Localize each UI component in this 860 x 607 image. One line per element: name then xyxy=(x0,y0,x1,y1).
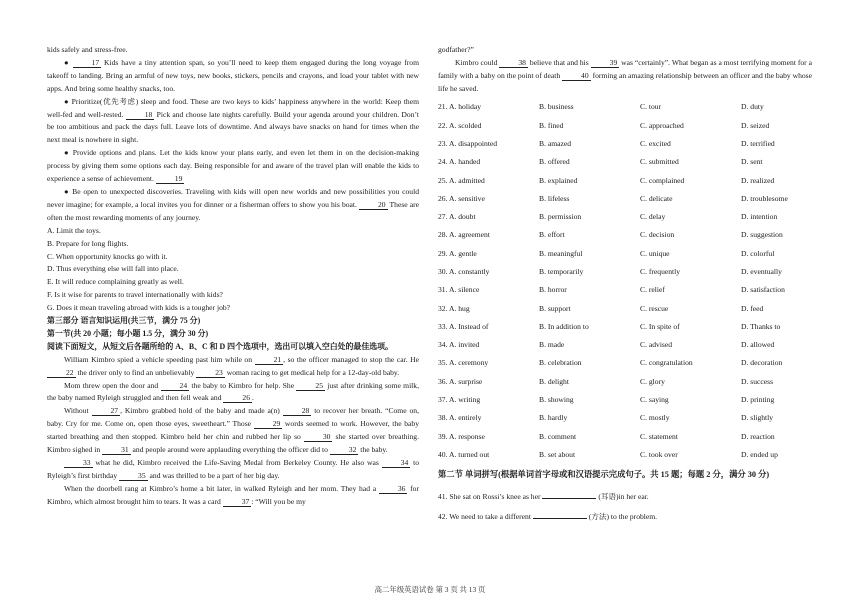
choice-option: D. allowed xyxy=(741,340,775,350)
choice-row xyxy=(438,428,812,446)
choice-option: 34. A. invited xyxy=(438,340,480,350)
paragraph-20 xyxy=(47,186,419,225)
instructions: 阅读下面短文，从短文后各题所给的 A、B、C 和 D 四个选项中，选出可以填入空白处的最佳选项。 xyxy=(47,341,393,351)
choice-option: B. hardly xyxy=(539,413,568,423)
choice-row xyxy=(438,282,812,300)
question-41 xyxy=(438,487,812,507)
option-f: F. Is it wise for parents to travel internationally with kids? xyxy=(47,290,223,300)
passage-text: to recover her breath. “Come on, baby. Cry for me. Come on, open those eyes, sweetheart.” Those xyxy=(47,406,419,429)
passage-paragraph xyxy=(47,380,419,406)
choice-option: B. effort xyxy=(539,230,565,240)
passage-text: what he did, Kimbro received the Life-Saving Medal from Berkeley County. He also was xyxy=(92,458,382,467)
option-d: D. Thus everything else will fall into place. xyxy=(47,264,179,274)
question-text: (耳语)in her ear. xyxy=(598,491,649,501)
choice-row xyxy=(438,318,812,336)
choice-row xyxy=(438,410,812,428)
blank-27: 27 xyxy=(92,406,121,416)
paragraph-text: ● Prioritize(优先考虑) sleep and food. These are two keys to kids’ happiness anywhere in the world: Keep them well-fed and well-rested. xyxy=(47,96,419,119)
choice-option: C. frequently xyxy=(640,266,681,276)
choice-option: D. duty xyxy=(741,102,764,112)
passage-text: believe that and his xyxy=(527,57,591,67)
choice-option: C. excited xyxy=(640,138,671,148)
choice-option: 30. A. constantly xyxy=(438,266,490,276)
passage-text: the driver only to find an unbelievably xyxy=(75,367,197,377)
option-list xyxy=(47,225,419,315)
choice-option: D. reaction xyxy=(741,431,775,441)
choice-row xyxy=(438,263,812,281)
passage-text: the baby. xyxy=(358,445,388,455)
choice-option: C. glory xyxy=(640,376,665,386)
blank-36: 36 xyxy=(379,484,408,494)
passage-text: to Ryleigh’s first birthday xyxy=(47,458,420,480)
choice-grid xyxy=(438,99,812,465)
choice-option: D. terrified xyxy=(741,138,775,148)
question-text: (方法) to the problem. xyxy=(588,511,658,521)
choice-option: C. In spite of xyxy=(640,321,680,331)
paragraph-text: These are often the most rewarding moments of any journey. xyxy=(47,199,419,222)
paragraph-text: ● Be open to unexpected discoveries. Traveling with kids will open new worlds and new possibilities you could never imagine; for example, a local invites you for dinner or a fisherman offers to show you his boat. xyxy=(47,186,419,209)
choice-option: 32. A. hug xyxy=(438,303,470,313)
question-text: 41. She sat on Rossi’s knee as her xyxy=(438,491,543,501)
section-heading: 第一节(共 20 小题；每小题 1.5 分，满分 30 分) xyxy=(47,328,209,338)
option-e: E. It will reduce complaining greatly as well. xyxy=(47,277,184,287)
passage-text: Mom threw open the door and xyxy=(64,380,161,390)
choice-option: C. complained xyxy=(640,175,685,185)
choice-option: 40. A. turned out xyxy=(438,449,490,459)
choice-option: D. colorful xyxy=(741,248,775,258)
choice-option: B. made xyxy=(539,340,565,350)
choice-row xyxy=(438,391,812,409)
choice-option: C. mostly xyxy=(640,413,670,423)
choice-option: 29. A. gentle xyxy=(438,248,477,258)
choice-option: B. celebration xyxy=(539,358,582,368)
choice-option: B. horror xyxy=(539,285,567,295)
choice-option: C. approached xyxy=(640,120,684,130)
passage-paragraph xyxy=(47,405,419,457)
blank-18: 18 xyxy=(126,110,155,120)
choice-option: C. submitted xyxy=(640,157,679,167)
choice-row xyxy=(438,336,812,354)
choice-option: D. seized xyxy=(741,120,770,130)
choice-row xyxy=(438,99,812,117)
choice-option: C. delay xyxy=(640,212,666,222)
passage-text: William Kimbro spied a vehicle speeding past him while on xyxy=(64,354,255,364)
paragraph-17: ● 17 Kids have a tiny attention span, so you’ll need to keep them engaged during the long voyage from takeoff to landing. Bring an armful of new toys, new books, stickers, pencils and crayons, and load your tablet with new apps. And bring some healthy snacks, too. xyxy=(47,57,419,93)
choice-option: B. In addition to xyxy=(539,321,589,331)
choice-option: B. set about xyxy=(539,449,576,459)
passage-text: . xyxy=(252,393,254,403)
choice-option: 37. A. writing xyxy=(438,395,481,405)
choice-option: C. advised xyxy=(640,340,673,350)
choice-option: D. satisfaction xyxy=(741,285,785,295)
passage-text: just after drinking some milk, the baby named Ryleigh struggled and then fell weak and xyxy=(47,380,419,403)
paragraph-text: Pick and choose late nights carefully. Build your agenda around your children. Don’t be too ambitious and pack the days full. Leave lots of downtime. And always have snacks on hand for times when the next meal is nowhere in sight. xyxy=(47,109,419,145)
passage-text: forming an amazing relationship between an officer and the baby whose life he saved. xyxy=(438,70,812,93)
passage-text: , so the officer managed to stop the car. He xyxy=(283,354,420,364)
text-line: kids safely and stress-free. xyxy=(47,45,128,54)
passage-text: , Kimbro grabbed hold of the baby and made a(n) xyxy=(120,406,283,416)
choice-option: 36. A. surprise xyxy=(438,376,483,386)
paragraph-text: Kids have a tiny attention span, so you’ll need to keep them engaged during the long voyage from takeoff to landing. Bring an armful of new toys, new books, stickers, pencils and crayons, and load your tablet with new apps. And bring some healthy snacks, too. xyxy=(47,57,419,93)
choice-option: B. business xyxy=(539,102,574,112)
choice-option: D. eventually xyxy=(741,266,782,276)
choice-option: 26. A. sensitive xyxy=(438,193,485,203)
text-line: godfather?” xyxy=(438,45,474,54)
choice-option: B. offered xyxy=(539,157,570,167)
choice-option: D. ended up xyxy=(741,449,778,459)
passage-text: When the doorbell rang at Kimbro’s home a bit later, in walked Ryleigh and her mom. They had a xyxy=(64,483,379,493)
option-g: G. Does it mean traveling abroad with kids is a tougher job? xyxy=(47,303,231,313)
passage-paragraph xyxy=(47,457,419,483)
choice-row xyxy=(438,373,812,391)
passage-text: she started over breathing. Kimbro sighed in xyxy=(47,432,419,455)
choice-option: C. congratulation xyxy=(640,358,693,368)
blank-32: 32 xyxy=(330,445,359,455)
left-column xyxy=(47,44,419,509)
choice-option: D. sent xyxy=(741,157,763,167)
choice-option: B. comment xyxy=(539,431,577,441)
option-a: A. Limit the toys. xyxy=(47,225,101,235)
blank-38: 38 xyxy=(499,58,528,68)
blank-22: 22 xyxy=(47,368,76,378)
choice-option: D. success xyxy=(741,376,774,386)
blank-21: 21 xyxy=(255,355,284,365)
blank-31: 31 xyxy=(102,445,131,455)
choice-option: D. feed xyxy=(741,303,764,313)
choice-option: D. intention xyxy=(741,212,778,222)
choice-option: B. lifeless xyxy=(539,193,570,203)
blank-20: 20 xyxy=(359,200,388,210)
passage-text: words seemed to work. However, the baby started breathing and then stopped. Kimbro held her chin and rubbed her lip so xyxy=(47,419,419,442)
choice-option: B. meaningful xyxy=(539,248,583,258)
choice-row xyxy=(438,135,812,153)
choice-option: C. delicate xyxy=(640,193,673,203)
choice-option: C. tour xyxy=(640,102,662,112)
blank-40: 40 xyxy=(562,71,591,81)
passage-paragraph xyxy=(47,354,419,380)
blank-37: 37 xyxy=(223,497,252,507)
blank-23: 23 xyxy=(196,368,225,378)
choice-row xyxy=(438,190,812,208)
choice-row xyxy=(438,245,812,263)
answer-blank[interactable] xyxy=(533,518,587,519)
choice-row xyxy=(438,154,812,172)
choice-option: C. relief xyxy=(640,285,665,295)
choice-option: 25. A. admitted xyxy=(438,175,485,185)
choice-option: 22. A. scolded xyxy=(438,120,482,130)
blank-28: 28 xyxy=(283,406,312,416)
blank-33: 33 xyxy=(64,458,93,468)
passage-text: the baby to Kimbro for help. She xyxy=(189,380,297,390)
choice-row xyxy=(438,208,812,226)
blank-30: 30 xyxy=(304,432,333,442)
right-column xyxy=(438,44,812,527)
blank-25: 25 xyxy=(296,381,325,391)
blank-24: 24 xyxy=(161,381,190,391)
choice-option: 33. A. Instead of xyxy=(438,321,489,331)
choice-option: 35. A. ceremony xyxy=(438,358,489,368)
choice-option: C. took over xyxy=(640,449,678,459)
choice-row xyxy=(438,172,812,190)
page-footer: 高二年级英语试卷 第 3 页 共 13 页 xyxy=(374,585,486,594)
blank-35: 35 xyxy=(119,471,148,481)
choice-option: 24. A. handed xyxy=(438,157,481,167)
choice-row xyxy=(438,117,812,135)
choice-option: B. explained xyxy=(539,175,578,185)
paragraph-18 xyxy=(47,96,419,148)
paragraph-19 xyxy=(47,147,419,186)
blank-39: 39 xyxy=(591,58,620,68)
passage-text: was “certainly”. What began as a most terrifying moment for a family with a baby on the point of death xyxy=(438,57,812,80)
paragraph-text: ● Provide options and plans. Let the kids know your plans early, and even let them in on the decision-making process by giving them some options each day. Being responsible for and aware of the travel plan will enable the kids to experience a sense of achievement. xyxy=(47,148,419,184)
choice-option: B. fined xyxy=(539,120,564,130)
choice-row xyxy=(438,227,812,245)
choice-option: 38. A. entirely xyxy=(438,413,482,423)
part-heading: 第三部分 语言知识运用(共三节，满分 75 分) xyxy=(47,316,201,326)
choice-option: D. realized xyxy=(741,175,775,185)
choice-option: B. amazed xyxy=(539,138,572,148)
blank-17: 17 xyxy=(73,58,102,68)
passage-text: Kimbro could xyxy=(455,57,500,67)
blank-26: 26 xyxy=(223,393,252,403)
choice-option: 28. A. agreement xyxy=(438,230,490,240)
question-text: 42. We need to take a different xyxy=(438,511,533,521)
choice-option: C. unique xyxy=(640,248,670,258)
choice-option: B. support xyxy=(539,303,571,313)
choice-option: 27. A. doubt xyxy=(438,212,476,222)
blank-29: 29 xyxy=(254,419,283,429)
choice-option: C. rescue xyxy=(640,303,669,313)
choice-row xyxy=(438,446,812,464)
choice-option: C. statement xyxy=(640,431,678,441)
choice-option: 21. A. holiday xyxy=(438,102,482,112)
passage-text: and people around were applauding everything the officer did to xyxy=(130,445,330,455)
choice-option: D. printing xyxy=(741,395,775,405)
choice-option: D. troublesome xyxy=(741,193,788,203)
passage-text: Without xyxy=(64,406,92,416)
choice-option: 31. A. silence xyxy=(438,285,480,295)
choice-option: B. showing xyxy=(539,395,574,405)
choice-option: B. delight xyxy=(539,376,569,386)
question-42 xyxy=(438,507,812,527)
passage-paragraph xyxy=(47,483,419,509)
choice-option: B. temporarily xyxy=(539,266,584,276)
option-b: B. Prepare for long flights. xyxy=(47,238,129,248)
blank-34: 34 xyxy=(382,458,411,468)
blank-19: 19 xyxy=(156,174,185,184)
section-heading: 第二节 单词拼写(根据单词首字母或和汉语提示完成句子。共 15 题；每题 2 分，满分 30 分) xyxy=(438,469,770,479)
choice-option: B. permission xyxy=(539,212,582,222)
passage-text: : “Will you be my xyxy=(251,496,306,506)
passage-paragraph xyxy=(438,57,812,96)
choice-option: 23. A. disappointed xyxy=(438,138,498,148)
choice-option: C. saying xyxy=(640,395,669,405)
choice-row xyxy=(438,355,812,373)
choice-row xyxy=(438,300,812,318)
answer-blank[interactable] xyxy=(542,498,596,499)
option-c: C. When opportunity knocks go with it. xyxy=(47,251,168,261)
choice-option: D. decoration xyxy=(741,358,783,368)
choice-option: D. suggestion xyxy=(741,230,783,240)
passage-text: woman racing to get medical help for a 12-day-old baby. xyxy=(224,367,400,377)
passage-text: for Kimbro, which almost brought him to tears. It was a card xyxy=(47,483,419,506)
choice-option: C. decision xyxy=(640,230,675,240)
choice-option: D. slightly xyxy=(741,413,774,423)
passage-text: and was thrilled to be a part of her big day. xyxy=(147,470,280,480)
choice-option: 39. A. response xyxy=(438,431,485,441)
choice-option: D. Thanks to xyxy=(741,321,781,331)
